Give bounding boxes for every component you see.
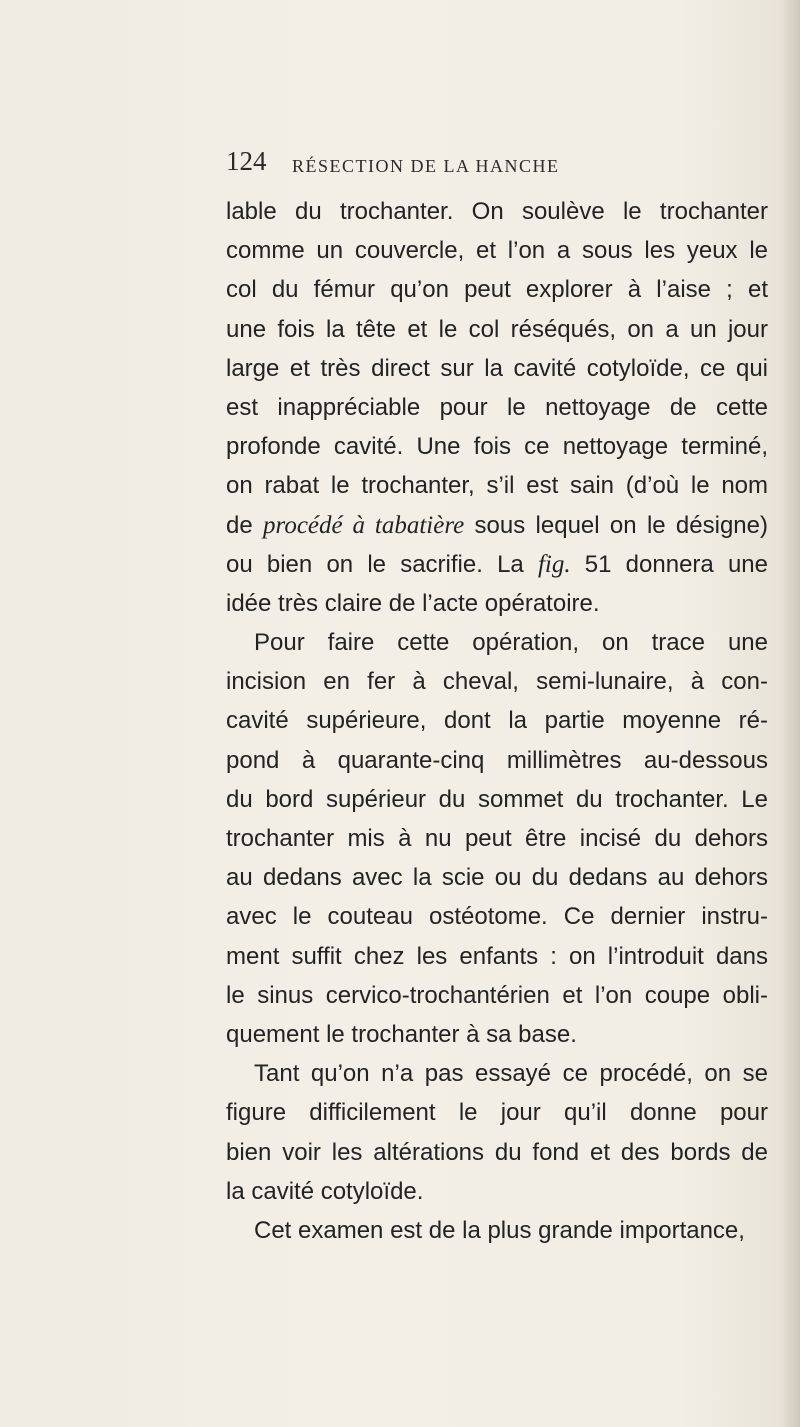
text-line: du bord supérieur du sommet du trochanter. Le [226, 785, 768, 813]
text-span: sous lequel on le désigne) [464, 511, 768, 539]
text-span: ou bien on le sacrifie. La [226, 550, 538, 578]
text-line: trochanter mis à nu peut être incisé du dehors [226, 825, 768, 852]
text-line: le sinus cervico-trochantérien et l’on coupe obli- [226, 981, 768, 1009]
text-line [226, 506, 768, 545]
text-line: bien voir les altérations du fond et des bords de [226, 1138, 768, 1166]
body-text [226, 192, 768, 1250]
paragraph-start-line: Tant qu’on n’a pas essayé ce procédé, on se [254, 1060, 768, 1088]
paragraph-start-line: Cet examen est de la plus grande importance, [254, 1216, 745, 1244]
page-header [226, 146, 686, 186]
text-line: comme un couvercle, et l’on a sous les yeux le [226, 237, 768, 265]
text-span: 51 donnera une [570, 550, 768, 578]
text-line: idée très claire de l’acte opératoire. [226, 589, 600, 617]
text-line: on rabat le trochanter, s’il est sain (d’où le nom [226, 472, 768, 500]
text-line: est inappréciable pour le nettoyage de cette [226, 393, 768, 421]
text-span: de [226, 511, 264, 539]
italic-term: procédé à tabatière [263, 511, 465, 539]
text-line: pond à quarante-cinq millimètres au-dessous [226, 746, 768, 774]
paragraph-start-line: Pour faire cette opération, on trace une [254, 629, 768, 657]
text-line: une fois la tête et le col réséqués, on a un jour [226, 315, 768, 343]
text-line: au dedans avec la scie ou du dedans au dehors [226, 864, 768, 892]
text-line: figure difficilement le jour qu’il donne pour [226, 1099, 768, 1127]
text-line: col du fémur qu’on peut explorer à l’aise ; et [226, 276, 768, 304]
text-line [226, 545, 768, 584]
text-line: profonde cavité. Une fois ce nettoyage terminé, [226, 433, 768, 461]
text-line: lable du trochanter. On soulève le trochanter [226, 198, 768, 225]
text-line: quement le trochanter à sa base. [226, 1020, 577, 1048]
page-edge-shadow [782, 0, 800, 1427]
text-line: cavité supérieure, dont la partie moyenne ré- [226, 707, 768, 735]
text-line: incision en fer à cheval, semi-lunaire, à con- [226, 668, 768, 696]
text-line: avec le couteau ostéotome. Ce dernier instru- [226, 903, 768, 931]
text-line: la cavité cotyloïde. [226, 1177, 424, 1205]
text-line: large et très direct sur la cavité cotyloïde, ce qui [226, 354, 768, 382]
figure-reference: fig. [537, 550, 571, 578]
text-line: ment suffit chez les enfants : on l’introduit dans [226, 942, 768, 970]
running-head: RÉSECTION DE LA HANCHE [292, 156, 560, 176]
page-number: 124 [226, 146, 267, 176]
